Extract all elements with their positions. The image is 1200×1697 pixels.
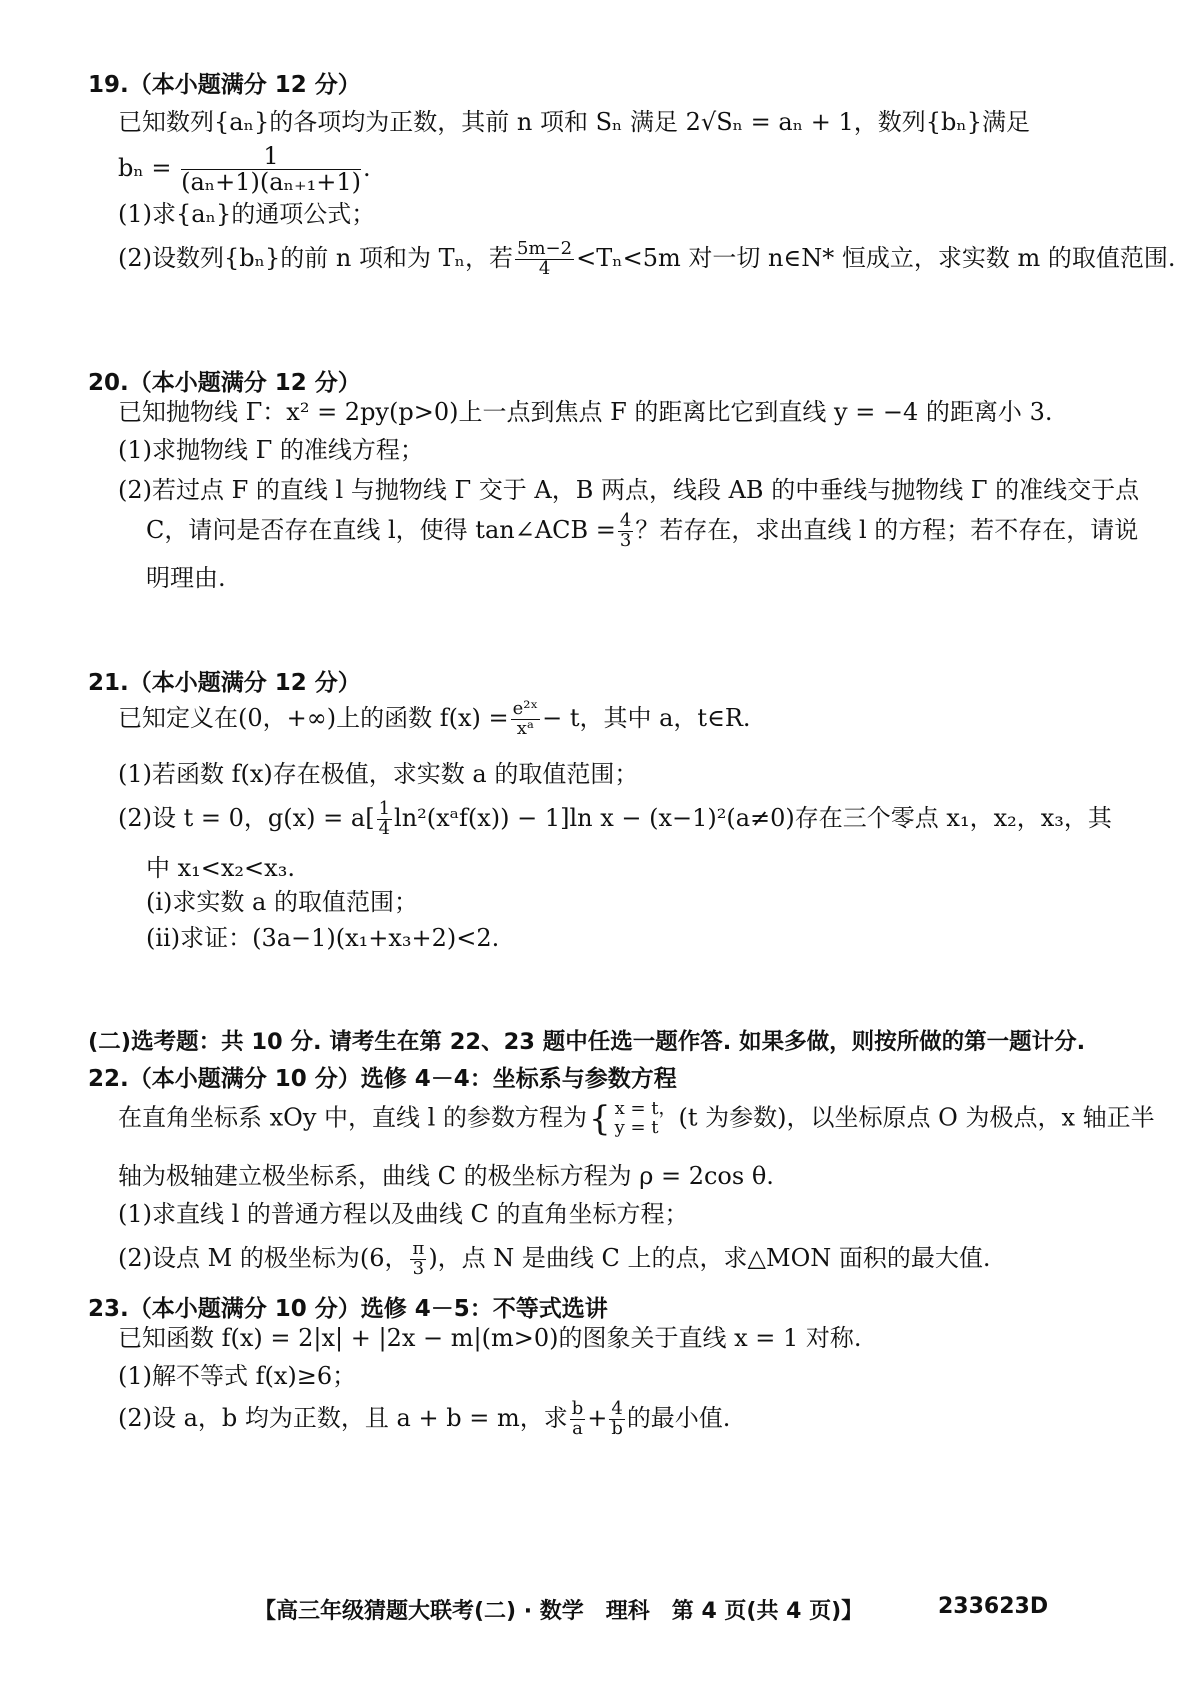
q20-part2-text-b: ？若存在，求出直线 l 的方程；若不存在，请说	[635, 515, 1139, 544]
q19-stem-line1: 已知数列{aₙ}的各项均为正数，其前 n 项和 Sₙ 满足 2√Sₙ = aₙ + 1，数列{bₙ}满足	[118, 108, 1031, 136]
q21-part2-line2: 中 x₁<x₂<x₃.	[146, 854, 295, 882]
q23-fraction-4-over-b	[609, 1400, 624, 1439]
q22-part2	[118, 1240, 991, 1279]
q21-f-denominator: xᵃ	[516, 717, 534, 739]
q19-heading: 19.（本小题满分 12 分）	[88, 72, 361, 98]
q22-system-bottom: y = t	[614, 1116, 659, 1138]
q23-plus-sign: +	[587, 1403, 608, 1432]
q19-part2-fraction	[515, 240, 574, 279]
q22-system-top: x = t，	[614, 1098, 677, 1119]
section-2-heading: (二)选考题：共 10 分. 请考生在第 22、23 题中任选一题作答. 如果多做，则按所做的第一题计分.	[88, 1029, 1086, 1055]
q19-stem-line2: bₙ = $\frac{1}{\text{(aₙ+1)(aₙ₊₁+1)}}$ .	[118, 142, 371, 197]
q21-sub-ii: (ⅱ)求证：(3a−1)(x₁+x₃+2)<2.	[146, 924, 500, 952]
q19-part2-numerator: 5m−2	[517, 238, 573, 259]
q22-part2-text-b: )，点 N 是曲线 C 上的点，求△MON 面积的最大值.	[428, 1243, 991, 1272]
q19-part1: (1)求{aₙ}的通项公式；	[118, 200, 376, 228]
q19-part2	[118, 240, 1175, 279]
q23-part1: (1)解不等式 f(x)≥6；	[118, 1362, 357, 1390]
footer-exam-info: 【高三年级猜题大联考(二) · 数学 理科 第 4 页(共 4 页)】	[254, 1599, 864, 1624]
q22-part1: (1)求直线 l 的普通方程以及曲线 C 的直角坐标方程；	[118, 1200, 689, 1228]
q19-part2-text-b: <Tₙ<5m 对一切 n∈N* 恒成立，求实数 m 的取值范围.	[576, 243, 1176, 272]
q20-part2-text-a: C，请问是否存在直线 l，使得 tan∠ACB =	[146, 515, 616, 544]
q22-stem-line2: 轴为极轴建立极坐标系，曲线 C 的极坐标方程为 ρ = 2cos θ.	[118, 1162, 774, 1190]
q19-bn-denominator: (aₙ+1)(aₙ₊₁+1)	[181, 168, 362, 197]
q19-bn-fraction	[181, 144, 361, 195]
q22-heading: 22.（本小题满分 10 分）选修 4－4：坐标系与参数方程	[88, 1066, 677, 1092]
q21-part2-line1	[118, 800, 1112, 839]
q20-stem: 已知抛物线 Γ：x² = 2py(p>0)上一点到焦点 F 的距离比它到直线 y = −4 的距离小 3.	[118, 398, 1053, 426]
q22-angle-denominator: 3	[412, 1257, 425, 1279]
q20-part2-line2	[146, 512, 1138, 551]
q23-part2-text-b: 的最小值.	[626, 1403, 731, 1432]
q21-sub-i: (ⅰ)求实数 a 的取值范围；	[146, 888, 418, 916]
q21-part2-text-a: (2)设 t = 0，g(x) = a[	[118, 803, 375, 832]
q23-heading: 23.（本小题满分 10 分）选修 4－5：不等式选讲	[88, 1296, 608, 1322]
q22-angle-numerator: π	[412, 1238, 425, 1259]
q23-stem: 已知函数 f(x) = 2|x| + |2x − m|(m>0)的图象关于直线 x = 1 对称.	[118, 1324, 862, 1352]
q21-quarter-numerator: 1	[378, 798, 391, 819]
q21-quarter-denominator: 4	[378, 817, 391, 839]
q22-system-brace: {	[588, 1098, 611, 1139]
q20-part1: (1)求抛物线 Γ 的准线方程；	[118, 436, 424, 464]
q21-stem	[118, 700, 751, 739]
q21-stem-text-a: 已知定义在(0，+∞)上的函数 f(x) =	[118, 703, 509, 732]
q20-part2-line1: (2)若过点 F 的直线 l 与抛物线 Γ 交于 A，B 两点，线段 AB 的中垂线与抛物线 Γ 的准线交于点	[118, 476, 1140, 504]
q20-tan-fraction	[618, 512, 633, 551]
q22-angle-fraction	[410, 1240, 426, 1279]
q21-f-fraction	[511, 700, 541, 739]
q21-part2-text-b: ln²(xᵃf(x)) − 1]ln x − (x−1)²(a≠0)存在三个零点 x₁，x₂，x₃，其	[394, 803, 1112, 832]
q21-part1: (1)若函数 f(x)存在极值，求实数 a 的取值范围；	[118, 760, 639, 788]
q21-heading: 21.（本小题满分 12 分）	[88, 670, 361, 696]
q21-quarter-fraction	[377, 800, 392, 839]
q23-frac1-numerator: b	[571, 1398, 584, 1419]
q20-heading: 20.（本小题满分 12 分）	[88, 370, 361, 396]
q21-stem-text-b: − t，其中 a，t∈R.	[542, 703, 751, 732]
q20-tan-denominator: 3	[619, 529, 632, 551]
q22-part2-text-a: (2)设点 M 的极坐标为(6，	[118, 1243, 409, 1272]
q19-part2-text-a: (2)设数列{bₙ}的前 n 项和为 Tₙ，若	[118, 243, 514, 272]
q22-stem-text-a: 在直角坐标系 xOy 中，直线 l 的参数方程为	[118, 1103, 587, 1132]
q19-bn-lhs: bₙ =	[118, 154, 172, 183]
footer-paper-code: 233623D	[938, 1594, 1049, 1619]
q20-tan-numerator: 4	[619, 510, 632, 531]
q23-frac1-denominator: a	[572, 1417, 583, 1439]
q23-part2	[118, 1400, 730, 1439]
q22-stem-line1	[118, 1100, 1155, 1138]
q19-bn-numerator: 1	[181, 144, 361, 170]
q23-frac2-numerator: 4	[611, 1398, 623, 1419]
q22-parametric-system	[615, 1100, 677, 1138]
q22-stem-text-b: (t 为参数)，以坐标原点 O 为极点，x 轴正半	[678, 1103, 1155, 1132]
q23-part2-text-a: (2)设 a，b 均为正数，且 a + b = m，求	[118, 1403, 568, 1432]
q23-fraction-b-over-a	[570, 1400, 586, 1439]
q19-part2-denominator: 4	[538, 257, 551, 279]
q23-frac2-denominator: b	[611, 1417, 623, 1439]
q20-part2-line3: 明理由.	[146, 564, 226, 592]
q21-f-numerator: e²ˣ	[512, 698, 539, 719]
